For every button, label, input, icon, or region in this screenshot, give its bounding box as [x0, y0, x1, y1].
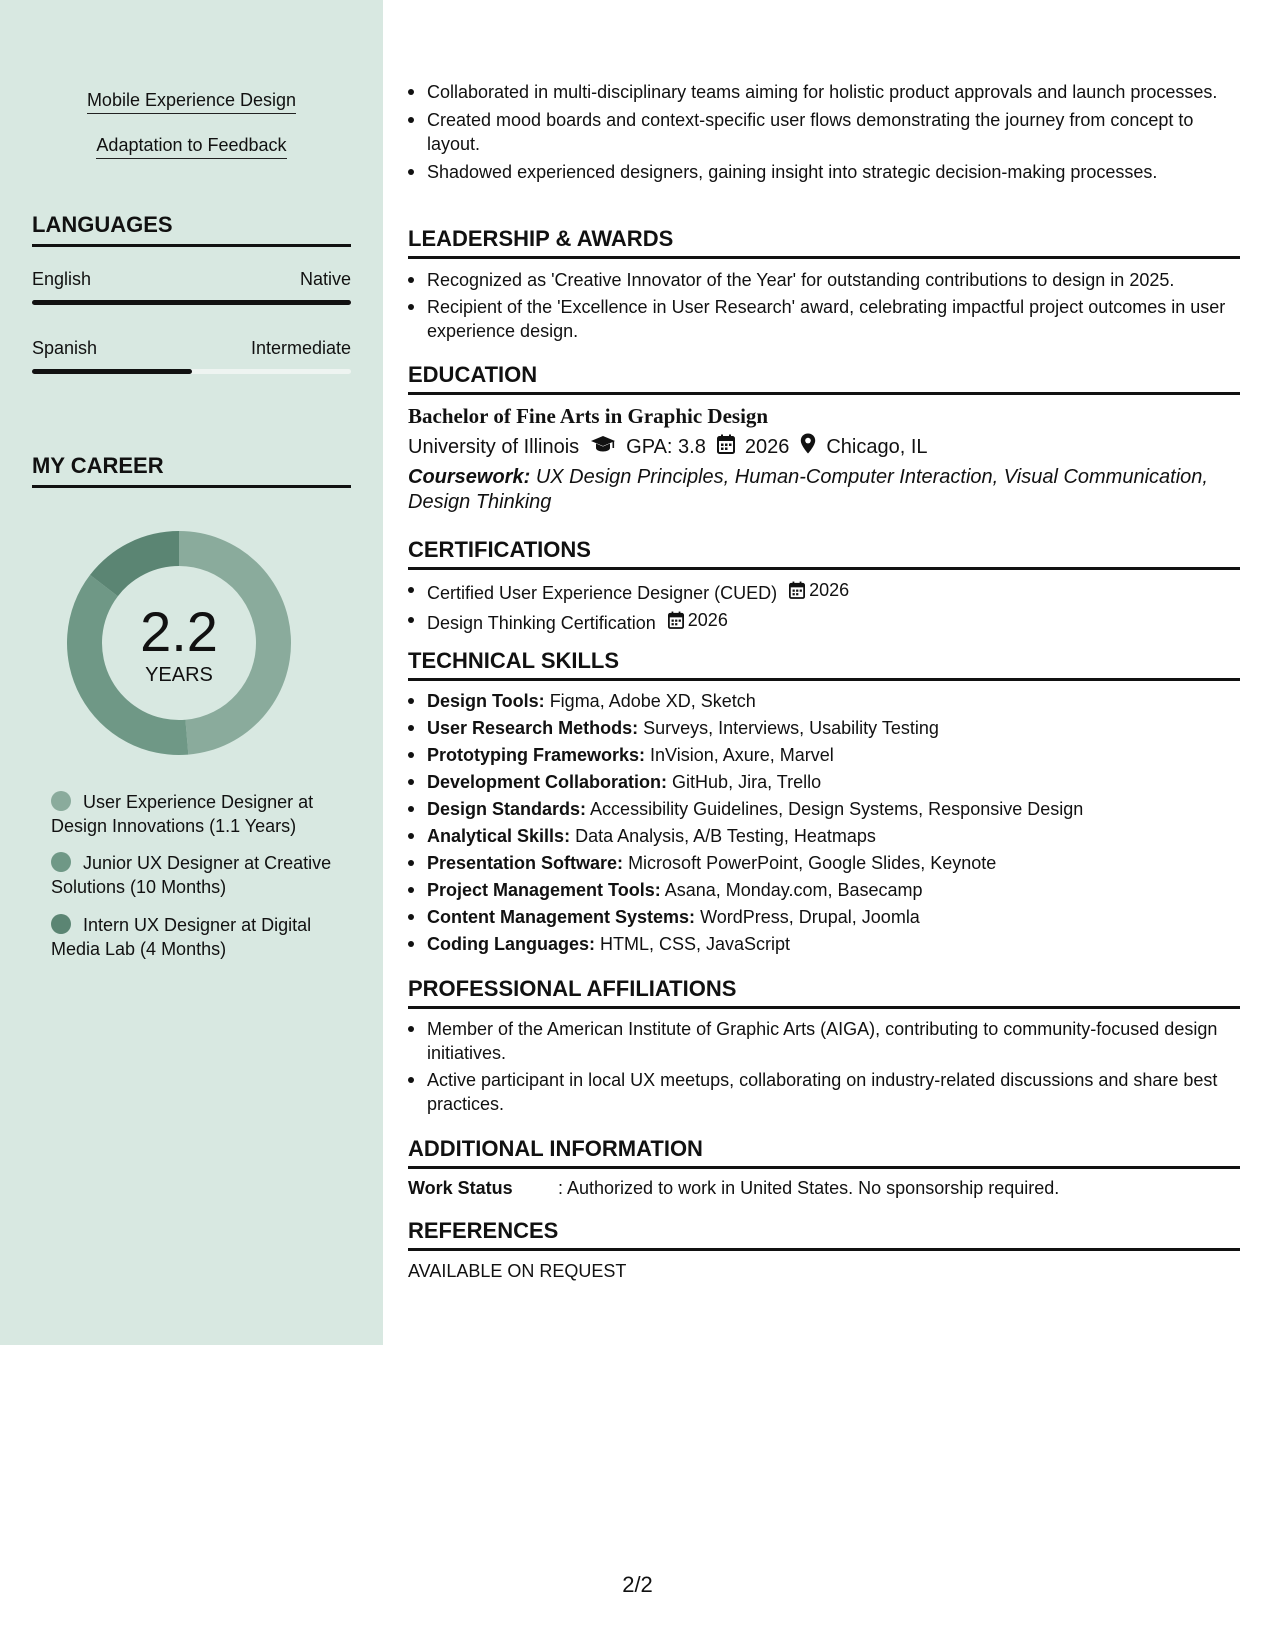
- leadership-list: [408, 268, 1240, 343]
- language-row: [32, 337, 351, 359]
- language-proficiency-bar: [32, 369, 351, 374]
- skill-tag-text: Adaptation to Feedback: [96, 135, 286, 159]
- skill-category: Prototyping Frameworks:: [427, 745, 646, 765]
- graduation-cap-icon: [590, 434, 616, 460]
- career-item-text: Junior UX Designer at Creative Solutions (10 Months): [51, 853, 332, 897]
- skill-tag: [0, 134, 383, 156]
- skill-values: Microsoft PowerPoint, Google Slides, Keynote: [628, 853, 997, 873]
- list-item: [408, 608, 1240, 635]
- location-pin-icon: [800, 433, 816, 461]
- calendar-icon: [789, 581, 805, 599]
- certification-year: 2026: [809, 580, 850, 600]
- language-name: Spanish: [32, 338, 98, 358]
- skill-values: InVision, Axure, Marvel: [650, 745, 834, 765]
- list-item: [408, 578, 1240, 605]
- page-number: 2/2: [622, 1572, 653, 1597]
- skill-category: User Research Methods:: [427, 718, 639, 738]
- technical-skills-list: [408, 689, 1240, 956]
- certification-name: Certified User Experience Designer (CUED): [427, 583, 778, 603]
- affiliations-list: [408, 1017, 1240, 1116]
- career-item-text: Intern UX Designer at Digital Media Lab (4 Months): [51, 915, 312, 959]
- list-item: Recognized as 'Creative Innovator of the Year' for outstanding contributions to design in 2025.: [408, 268, 1240, 292]
- certifications-list: [408, 578, 1240, 635]
- calendar-icon: [668, 611, 684, 629]
- references-heading: REFERENCES: [408, 1218, 1240, 1251]
- calendar-icon: [717, 434, 735, 461]
- sidebar: [0, 0, 383, 1345]
- skill-category: Coding Languages:: [427, 934, 595, 954]
- list-item: [408, 770, 1240, 794]
- gpa: GPA: 3.8: [626, 436, 706, 458]
- skill-values: Surveys, Interviews, Usability Testing: [643, 718, 939, 738]
- education-location: Chicago, IL: [826, 436, 928, 458]
- graduation-year: 2026: [744, 436, 790, 458]
- certification-name: Design Thinking Certification: [427, 613, 656, 633]
- career-heading: MY CAREER: [32, 453, 351, 488]
- education-meta: [408, 433, 1240, 461]
- language-level: Intermediate: [250, 338, 351, 358]
- list-item: [408, 716, 1240, 740]
- list-item: Collaborated in multi-disciplinary teams aiming for holistic product approvals and launch processes.: [408, 80, 1240, 104]
- additional-info-heading: ADDITIONAL INFORMATION: [408, 1136, 1240, 1169]
- education-entry: [408, 403, 1240, 515]
- career-legend-dot: [51, 852, 71, 872]
- technical-skills-heading: TECHNICAL SKILLS: [408, 648, 1240, 681]
- career-item: [51, 790, 341, 838]
- language-proficiency-fill: [32, 369, 192, 374]
- certification-year: 2026: [687, 610, 728, 630]
- skill-category: Analytical Skills:: [427, 826, 571, 846]
- experience-bullets: [408, 80, 1240, 184]
- skill-category: Content Management Systems:: [427, 907, 696, 927]
- skill-values: Data Analysis, A/B Testing, Heatmaps: [575, 826, 876, 846]
- school-name: University of Illinois: [408, 436, 580, 458]
- skill-values: Asana, Monday.com, Basecamp: [664, 880, 923, 900]
- coursework-label: Coursework:: [408, 466, 531, 488]
- skill-values: GitHub, Jira, Trello: [672, 772, 822, 792]
- career-item: [51, 851, 341, 899]
- list-item: Recipient of the 'Excellence in User Research' award, celebrating impactful project outcomes in user experience design.: [408, 295, 1240, 343]
- coursework: [408, 465, 1240, 515]
- language-name: English: [32, 269, 92, 289]
- degree-title: Bachelor of Fine Arts in Graphic Design: [408, 404, 769, 428]
- career-total-value: 2.2: [140, 600, 218, 663]
- work-status-row: [408, 1176, 1240, 1200]
- list-item: Created mood boards and context-specific user flows demonstrating the journey from concept to layout.: [408, 108, 1240, 156]
- skill-category: Project Management Tools:: [427, 880, 661, 900]
- skill-tag-text: Mobile Experience Design: [87, 90, 296, 114]
- list-item: [408, 932, 1240, 956]
- language-proficiency-bar: [32, 300, 351, 305]
- work-status-label: Work Status: [408, 1178, 513, 1198]
- list-item: Shadowed experienced designers, gaining insight into strategic decision-making processes.: [408, 160, 1240, 184]
- skill-values: Figma, Adobe XD, Sketch: [549, 691, 756, 711]
- career-donut-chart: [66, 530, 292, 756]
- skill-values: Accessibility Guidelines, Design Systems, Responsive Design: [590, 799, 1084, 819]
- language-row: [32, 268, 351, 290]
- affiliations-heading: PROFESSIONAL AFFILIATIONS: [408, 976, 1240, 1009]
- list-item: Active participant in local UX meetups, collaborating on industry-related discussions and share best practices.: [408, 1068, 1240, 1116]
- career-item: [51, 913, 341, 961]
- skill-category: Design Standards:: [427, 799, 587, 819]
- list-item: [408, 905, 1240, 929]
- career-legend-dot: [51, 791, 71, 811]
- career-total-unit: YEARS: [145, 664, 213, 686]
- certifications-heading: CERTIFICATIONS: [408, 537, 1240, 570]
- language-proficiency-fill: [32, 300, 351, 305]
- skill-tag: [0, 89, 383, 111]
- career-legend-dot: [51, 914, 71, 934]
- list-item: [408, 743, 1240, 767]
- coursework-list: UX Design Principles, Human-Computer Interaction, Visual Communication, Design Thinking: [408, 466, 1208, 513]
- skill-category: Presentation Software:: [427, 853, 624, 873]
- list-item: [408, 878, 1240, 902]
- list-item: [408, 824, 1240, 848]
- education-heading: EDUCATION: [408, 362, 1240, 395]
- leadership-heading: LEADERSHIP & AWARDS: [408, 226, 1240, 259]
- list-item: [408, 797, 1240, 821]
- work-status-value: : Authorized to work in United States. No sponsorship required.: [558, 1178, 1060, 1198]
- list-item: Member of the American Institute of Graphic Arts (AIGA), contributing to community-focused design initiatives.: [408, 1017, 1240, 1065]
- language-level: Native: [299, 269, 351, 289]
- references-text: AVAILABLE ON REQUEST: [408, 1261, 627, 1281]
- skill-values: HTML, CSS, JavaScript: [600, 934, 791, 954]
- list-item: [408, 851, 1240, 875]
- languages-heading: LANGUAGES: [32, 212, 351, 247]
- skill-category: Development Collaboration:: [427, 772, 668, 792]
- skill-values: WordPress, Drupal, Joomla: [700, 907, 920, 927]
- career-item-text: User Experience Designer at Design Innovations (1.1 Years): [51, 792, 314, 836]
- skill-category: Design Tools:: [427, 691, 545, 711]
- list-item: [408, 689, 1240, 713]
